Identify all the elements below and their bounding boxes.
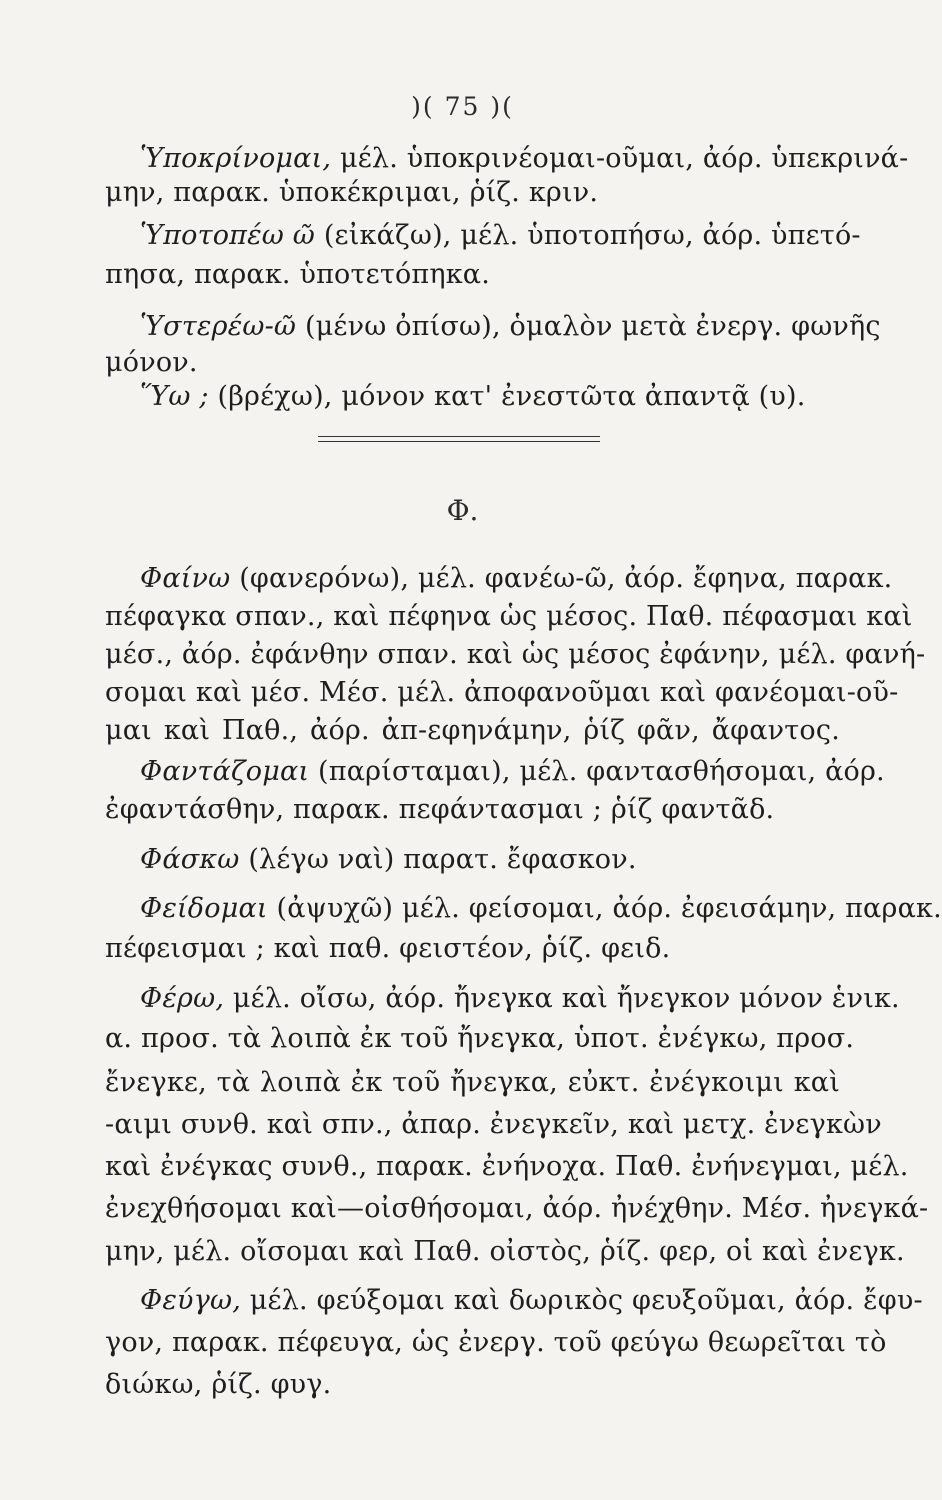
entry-line: μην, μέλ. οἴσομαι καὶ Παθ. οἰστὸς, ῥίζ. φερ, οἱ καὶ ἐνεγκ. — [105, 1236, 905, 1267]
entry-line — [140, 1284, 923, 1318]
entry-text: (ἀψυχῶ) μέλ. φείσομαι, ἀόρ. ἐφεισάμην, παρακ. — [276, 893, 942, 924]
entry-line: πέφεισμαι ; καὶ παθ. φειστέον, ῥίζ. φειδ. — [105, 933, 671, 964]
entry-line: μέσ., ἀόρ. ἐφάνθην σπαν. καὶ ὡς μέσος ἐφάνην, μέλ. φανή- — [105, 639, 926, 670]
section-divider-rule — [318, 441, 600, 442]
entry-line — [140, 755, 885, 789]
entry-text: μέλ. ὑποκρινέομαι-οῦμαι, ἀόρ. ὑπεκρινά- — [339, 143, 909, 174]
section-letter: Φ. — [446, 494, 479, 527]
entry-line: ἐνεχθήσομαι καὶ—οἰσθήσομαι, ἀόρ. ἠνέχθην. Μέσ. ἠνεγκά- — [105, 1193, 929, 1224]
entry-line: γον, παρακ. πέφευγα, ὡς ἐνεργ. τοῦ φεύγω θεωρεῖται τὸ — [105, 1327, 887, 1358]
entry-headword: Ὑποτοπέω ῶ — [140, 220, 316, 251]
entry-line: ἐφαντάσθην, παρακ. πεφάντασμαι ; ῥίζ φαντᾶδ. — [105, 794, 775, 825]
entry-line — [140, 562, 893, 596]
entry-line: καὶ ἐνέγκας συνθ., παρακ. ἐνήνοχα. Παθ. ἐνήνεγμαι, μέλ. — [105, 1151, 909, 1182]
entry-line — [140, 843, 840, 877]
entry-headword: Φεύγω, — [140, 1285, 241, 1316]
entry-text: (λέγω ναὶ) παρατ. ἔφασκον. — [248, 844, 637, 875]
entry-line — [140, 142, 909, 176]
entry-text: (εἰκάζω), μέλ. ὑποτοπήσω, ἀόρ. ὑπετό- — [323, 220, 861, 251]
entry-line: διώκω, ῥίζ. φυγ. — [105, 1369, 332, 1400]
entry-line: σομαι καὶ μέσ. Μέσ. μέλ. ἀποφανοῦμαι καὶ φανέομαι-οῦ- — [105, 677, 899, 708]
entry-line: α. προσ. τὰ λοιπὰ ἐκ τοῦ ἤνεγκα, ὑποτ. ἐνέγκω, προσ. — [105, 1023, 855, 1054]
entry-line: ἔνεγκε, τὰ λοιπὰ ἐκ τοῦ ἤνεγκα, εὐκτ. ἐνέγκοιμι καὶ — [105, 1067, 840, 1098]
entry-line: μην, παρακ. ὑποκέκριμαι, ῥίζ. κριν. — [105, 177, 599, 208]
entry-line: πησα, παρακ. ὑποτετόπηκα. — [105, 259, 491, 290]
entry-headword: Ὕω ; — [140, 381, 209, 412]
entry-text: μέλ. οἴσω, ἀόρ. ἤνεγκα καὶ ἤνεγκον μόνον ἑνικ. — [232, 983, 900, 1014]
entry-headword: Φέρω, — [140, 983, 225, 1014]
entry-line: μαι καὶ Παθ., ἀόρ. ἀπ-εφηνάμην, ῥίζ φᾶν, ἄφαντος. — [105, 715, 840, 746]
section-divider-rule — [318, 436, 600, 437]
entry-headword: Φείδομαι — [140, 893, 268, 924]
entry-headword: Φάσκω — [140, 844, 240, 875]
entry-text: (φανερόνω), μέλ. φανέω-ῶ, ἀόρ. ἔφηνα, παρακ. — [239, 563, 893, 594]
entry-text: (βρέχω), μόνον κατ' ἐνεστῶτα ἀπαντᾷ (υ). — [217, 381, 806, 412]
entry-line: πέφαγκα σπαν., καὶ πέφηνα ὡς μέσος. Παθ. πέφασμαι καὶ — [105, 601, 913, 632]
entry-line — [140, 982, 900, 1016]
entry-line — [140, 892, 942, 926]
entry-line — [140, 310, 881, 344]
page-number: )( 75 )( — [411, 92, 514, 121]
entry-headword: Φαντάζομαι — [140, 756, 310, 787]
entry-line — [140, 219, 861, 253]
entry-line: -αιμι συνθ. καὶ σπν., ἀπαρ. ἐνεγκεῖν, καὶ μετχ. ἐνεγκὼν — [105, 1109, 882, 1140]
entry-headword: Ὑστερέω-ῶ — [140, 311, 297, 342]
entry-headword: Ὑποκρίνομαι, — [140, 143, 332, 174]
entry-text: μέλ. φεύξομαι καὶ δωρικὸς φευξοῦμαι, ἀόρ. ἔφυ- — [249, 1285, 923, 1316]
entry-line: μόνον. — [105, 347, 198, 378]
entry-line — [140, 380, 840, 414]
entry-text: (μένω ὀπίσω), ὁμαλὸν μετὰ ἐνεργ. φωνῆς — [304, 311, 881, 342]
entry-text: (παρίσταμαι), μέλ. φαντασθήσομαι, ἀόρ. — [318, 756, 885, 787]
entry-headword: Φαίνω — [140, 563, 231, 594]
